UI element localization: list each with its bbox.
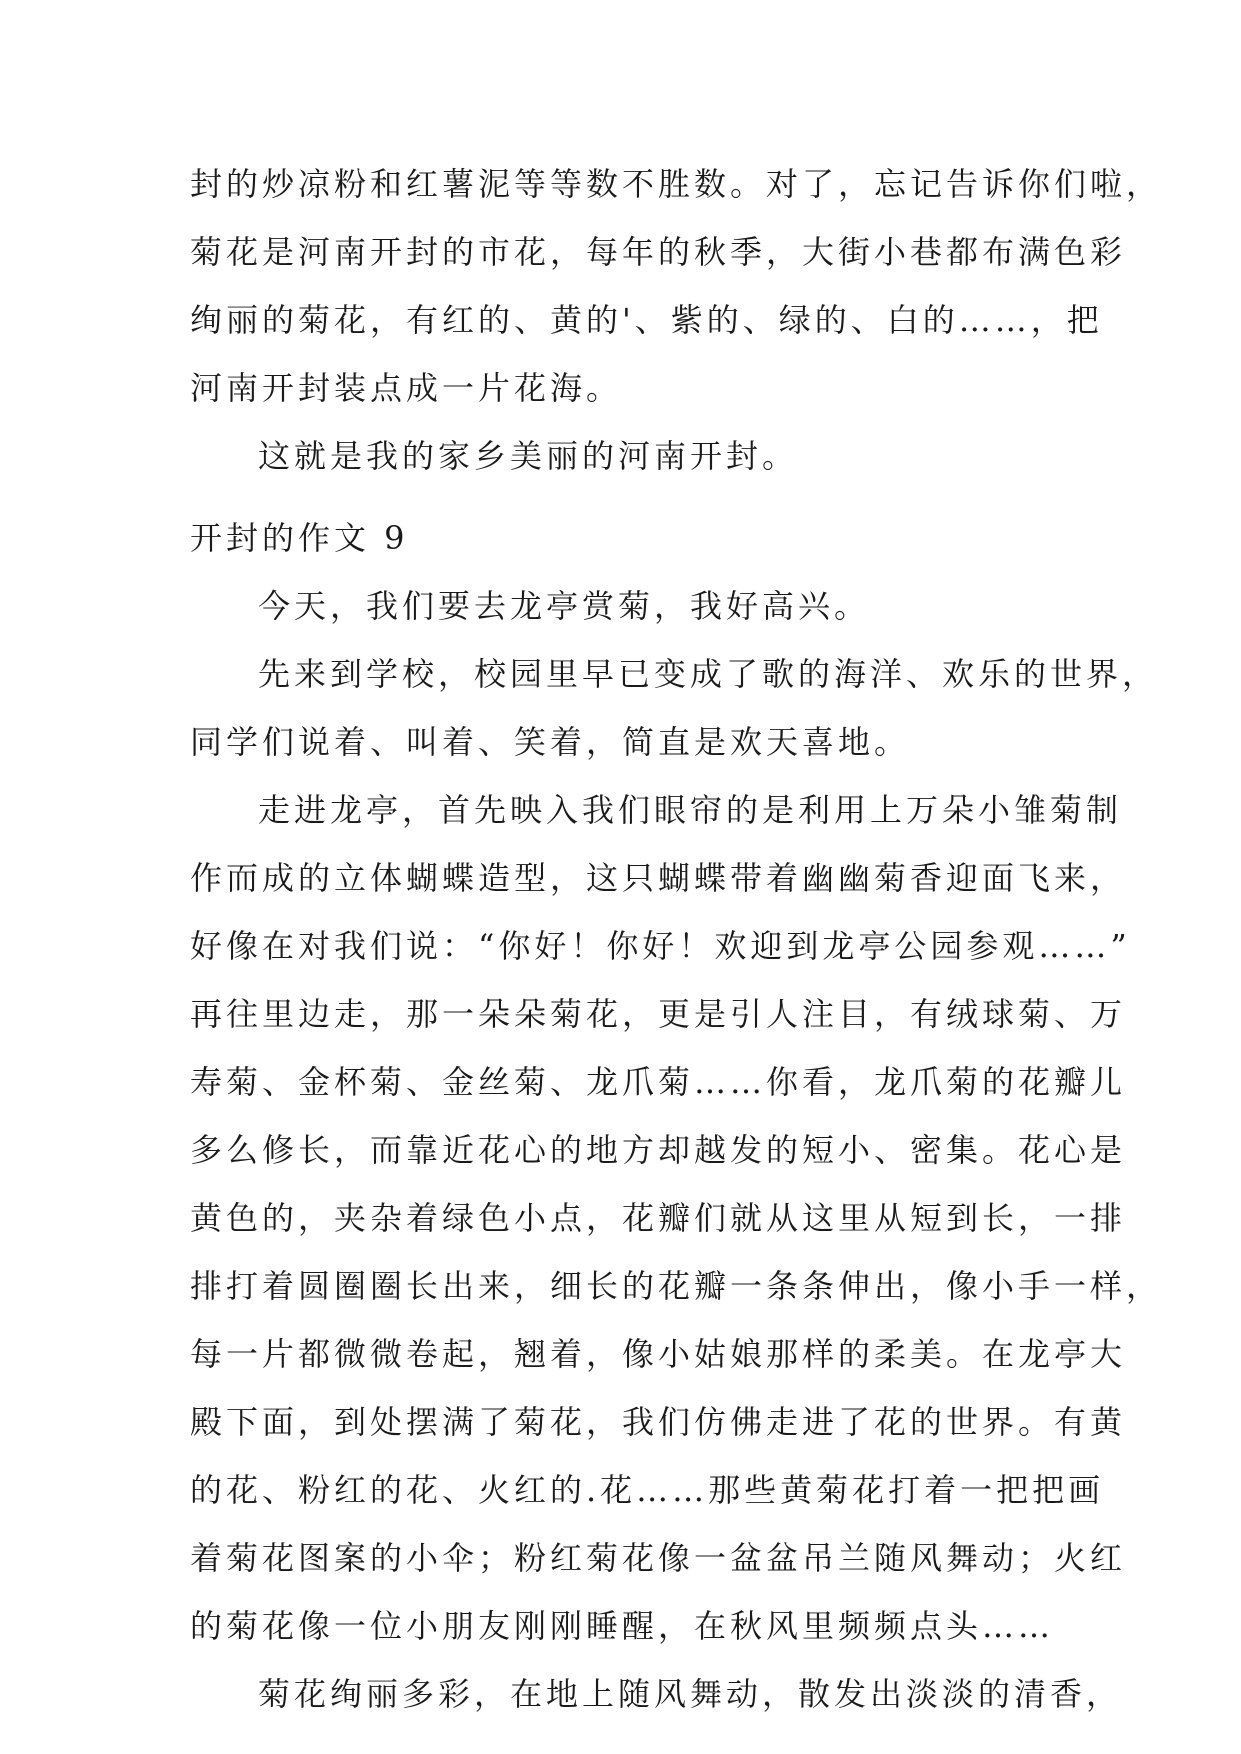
essay-continuation: [190, 150, 1163, 490]
text-line: 寿菊、金杯菊、金丝菊、龙爪菊……你看，龙爪菊的花瓣儿: [190, 1063, 1127, 1101]
text-line: 好像在对我们说：“你好！你好！欢迎到龙亭公园参观……”: [190, 927, 1131, 965]
text-line: 再往里边走，那一朵朵菊花，更是引人注目，有绒球菊、万: [190, 995, 1127, 1033]
text-line: 的花、粉红的花、火红的.花……那些黄菊花打着一把把画: [190, 1471, 1105, 1509]
text-line: 同学们说着、叫着、笑着，简直是欢天喜地。: [190, 723, 911, 761]
text-line: 排打着圆圈圈长出来，细长的花瓣一条条伸出，像小手一样，: [190, 1267, 1163, 1305]
text-line: 的菊花像一位小朋友刚刚睡醒，在秋风里频频点头……: [190, 1607, 1055, 1645]
text-line: 殿下面，到处摆满了菊花，我们仿佛走进了花的世界。有黄: [190, 1403, 1127, 1441]
essay-heading: 开封的作文 9: [190, 519, 409, 557]
paragraph-first-line: 今天，我们要去龙亭赏菊，我好高兴。: [258, 587, 871, 625]
text-line: 封的炒凉粉和红薯泥等等数不胜数。对了，忘记告诉你们啦，: [190, 165, 1163, 203]
text-line: 着菊花图案的小伞；粉红菊花像一盆盆吊兰随风舞动；火红: [190, 1539, 1127, 1577]
text-line: 河南开封装点成一片花海。: [190, 369, 623, 407]
text-line: 菊花是河南开封的市花，每年的秋季，大街小巷都布满色彩: [190, 233, 1127, 271]
text-line: 作而成的立体蝴蝶造型，这只蝴蝶带着幽幽菊香迎面飞来，: [190, 859, 1127, 897]
essay-heading-block: [190, 504, 1070, 572]
paragraph-first-line: 菊花绚丽多彩，在地上随风舞动，散发出淡淡的清香，: [258, 1675, 1123, 1713]
text-line: 多么修长，而靠近花心的地方却越发的短小、密集。花心是: [190, 1131, 1127, 1169]
paragraph-first-line: 这就是我的家乡美丽的河南开封。: [258, 437, 799, 475]
text-line: 黄色的，夹杂着绿色小点，花瓣们就从这里从短到长，一排: [190, 1199, 1127, 1237]
text-line: 绚丽的菊花，有红的、黄的'、紫的、绿的、白的……，把: [190, 301, 1103, 339]
paragraph-first-line: 先来到学校，校园里早已变成了歌的海洋、欢乐的世界，: [258, 655, 1159, 693]
paragraph-first-line: 走进龙亭，首先映入我们眼帘的是利用上万朵小雏菊制: [258, 791, 1123, 829]
essay-body: [190, 572, 1163, 1728]
text-line: 每一片都微微卷起，翘着，像小姑娘那样的柔美。在龙亭大: [190, 1335, 1127, 1373]
